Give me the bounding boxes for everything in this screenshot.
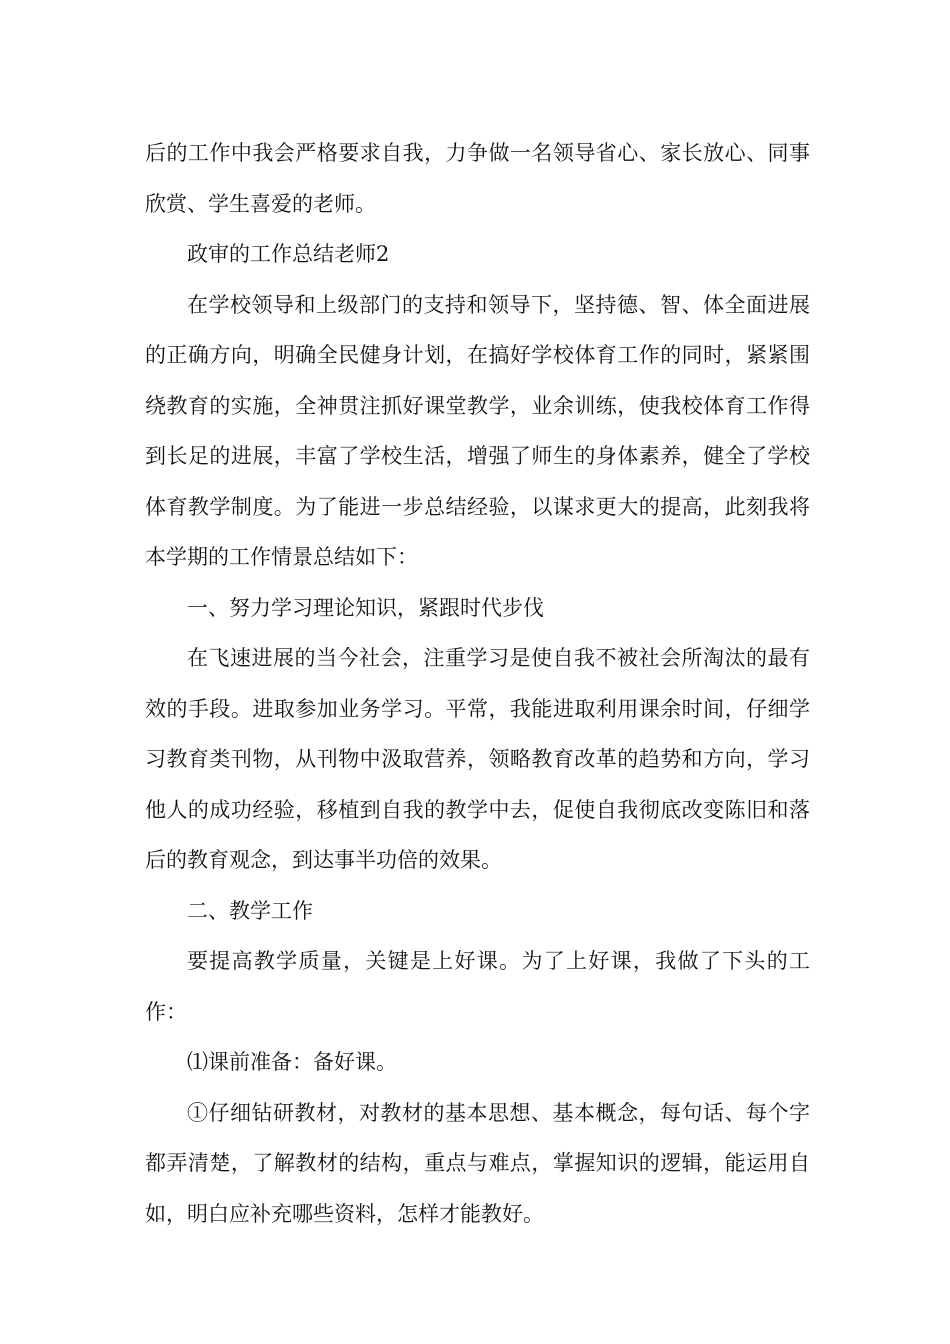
paragraph-intro: 在学校领导和上级部门的支持和领导下，坚持德、智、体全面进展的正确方向，明确全民健身计划，在搞好学校体育工作的同时，紧紧围绕教育的实施，全神贯注抓好课堂教学，业余训练，使我校体育工作得到长足的进展，丰富了学校生活，增强了师生的身体素养，健全了学校体育教学制度。为了能进一步总结经验，以谋求更大的提高，此刻我将本学期的工作情景总结如下： xyxy=(145,292,810,569)
paragraph-lesson-prep: ①仔细钻研教材，对教材的基本思想、基本概念，每句话、每个字都弄清楚，了解教材的结构，重点与难点，掌握知识的逻辑，能运用自如，明白应补充哪些资料，怎样才能教好。 xyxy=(145,1100,810,1226)
subheading-lesson-prep: ⑴课前准备：备好课。 xyxy=(187,1050,397,1074)
paragraph-teaching: 要提高教学质量，关键是上好课。为了上好课，我做了下头的工作： xyxy=(145,949,810,1024)
section-title: 政审的工作总结老师2 xyxy=(187,242,390,266)
paragraph-continuation: 后的工作中我会严格要求自我，力争做一名领导省心、家长放心、同事欣赏、学生喜爱的老师。 xyxy=(145,141,810,216)
document-body xyxy=(145,128,810,1239)
paragraph-study: 在飞速进展的当今社会，注重学习是使自我不被社会所淘汰的最有效的手段。进取参加业务学习。平常，我能进取利用课余时间，仔细学习教育类刊物，从刊物中汲取营养，领略教育改革的趋势和方向，学习他人的成功经验，移植到自我的教学中去，促使自我彻底改变陈旧和落后的教育观念，到达事半功倍的效果。 xyxy=(145,646,810,872)
heading-teaching-work: 二、教学工作 xyxy=(187,898,313,923)
heading-study-theory: 一、努力学习理论知识，紧跟时代步伐 xyxy=(187,595,544,620)
